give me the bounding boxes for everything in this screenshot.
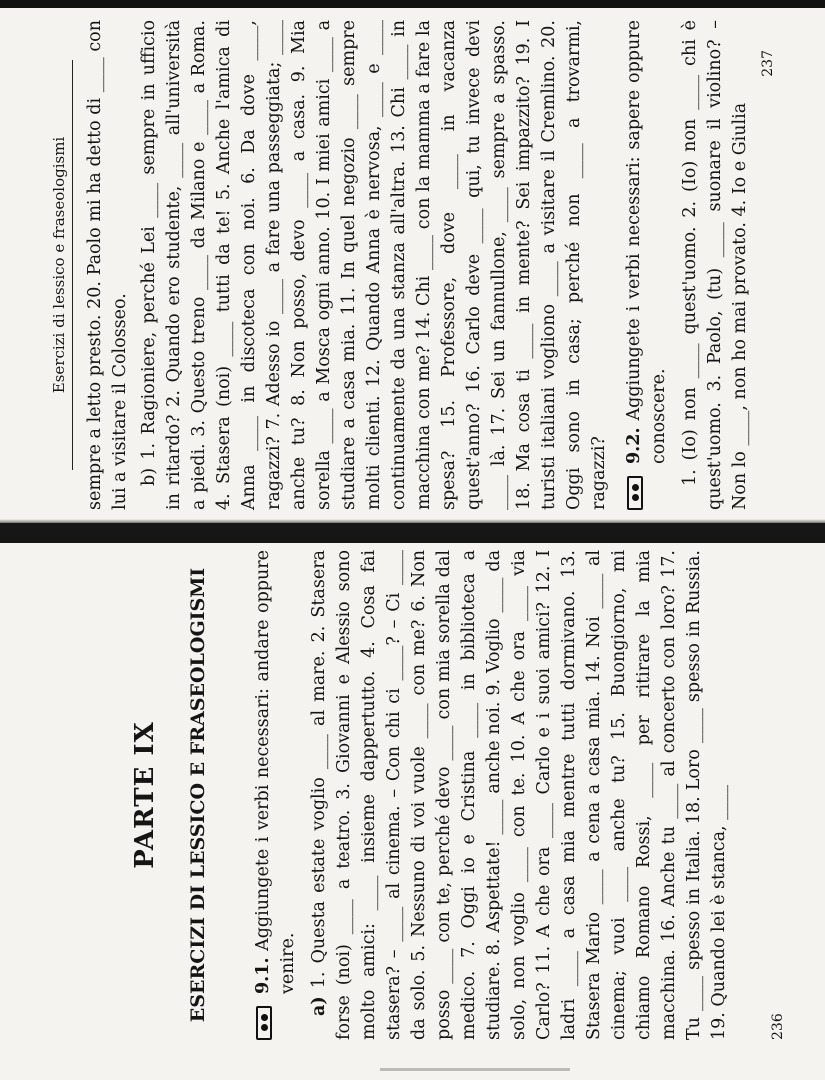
exercise-a-tail: sempre a letto presto. 20. Paolo mi ha detto di ____ con lui a visitare il Colosseo.	[85, 20, 130, 510]
audio-icon	[256, 1006, 272, 1040]
a-label: a)	[309, 996, 329, 1016]
scan-artifact	[380, 1068, 570, 1071]
page-237	[50, 20, 776, 510]
exercise-instruction: Aggiungete i verbi necessari: sapere oppure conoscere.	[624, 20, 669, 464]
audio-icon	[627, 476, 643, 510]
running-head: Esercizi di lessico e fraseologismi	[50, 60, 73, 470]
exercise-9-1	[251, 550, 301, 1040]
a-text: 1. Questa estate voglio ____ al mare. 2. Stasera forse (noi) ____ a teatro. 3. Giovanni e Alessio sono molto amici: ____ insieme dappertutto. 4. Cosa fai stasera? – ____ al cinema. – Con chi ci ____? – Ci ____ da solo. 5. Nessuno di voi vuole ____ con me? 6. Non posso ____ con te, perché devo ____ con mia sorella dal medico. 7. Oggi io e Cristina ____ in biblioteca a studiare. 8. Aspettate! ____ anche noi. 9. Voglio ____ da solo, non voglio ____ con te. 10. A che ora ____ via Carlo? 11. A che ora ____ Carlo e i suoi amici? 12. I ladri ____ a casa mia mentre tutti dormivano. 13. Stasera Mario ____ a cena a casa mia. 14. Noi ____ al cinema; vuoi ____ anche tu? 15. Buongiorno, mi chiamo Romano Rossi, ____ per ritirare la mia macchina. 16. Anche tu ____ al concerto con loro? 17. Tu ____ spesso in Italia. 18. Loro ____ spesso in Russia. 19. Quando lei è stanca, ____	[309, 550, 729, 1040]
exercise-number: 9.1.	[253, 957, 273, 994]
part-subtitle: ESERCIZI DI LESSICO E FRASEOLOGISMI	[187, 567, 209, 1023]
exercise-9-2-text: 1. (Io) non ____ quest'uomo. 2. (Io) non ____ chi è quest'uomo. 3. Paolo, (tu) ____ suonare il violino? – Non lo ____, non ho mai provato. 4. Io e Giulia	[680, 20, 750, 510]
part-title: PARTE IX	[130, 721, 160, 869]
exercise-number: 9.2.	[624, 427, 644, 464]
page-236-body	[251, 550, 732, 1040]
book-spine	[0, 523, 825, 543]
page-236	[120, 550, 786, 1040]
exercise-b	[137, 20, 612, 510]
exercise-a	[307, 550, 732, 1040]
exercise-instruction: Aggiungete i verbi necessari: andare oppure venire.	[253, 550, 298, 994]
page-237-body	[83, 20, 753, 510]
scan-top-edge	[0, 0, 825, 8]
page-number: 237	[760, 50, 776, 77]
b-text: 1. Ragioniere, perché Lei ____ sempre in ufficio in ritardo? 2. Quando ero studente, ____ all'università a piedi. 3. Questo treno ____ da Milano e ____ a Roma. 4. Stasera (noi) ____ tutti da te! 5. Anche l'amica di Anna ____ in discoteca con noi. 6. Da dove ____, ragazzi? 7. Adesso io ____ a fare una passeggiata; ____ anche tu? 8. Non posso, devo ____ a casa. 9. Mia sorella ____ a Mosca ogni anno. 10. I miei amici ____ a studiare a casa mia. 11. In quel negozio ____ sempre molti clienti. 12. Quando Anna è nervosa, ____ e ____ continuamente da una stanza all'altra. 13. Chi ____ in macchina con me? 14. Chi ____ con la mamma a fare la spesa? 15. Professore, dove ____ in vacanza quest'anno? 16. Carlo deve ____ qui, tu invece devi ____ là. 17. Sei un fannullone, ____ sempre a spasso. 18. Ma cosa ti ____ in mente? Sei impazzito? 19. I turisti italiani vogliono ____ a visitare il Cremlino. 20. Oggi sono in casa; perché non ____ a trovarmi, ragazzi?	[139, 20, 609, 510]
b-label: b)	[139, 467, 159, 486]
page-number: 236	[770, 1013, 786, 1040]
exercise-9-2	[622, 20, 672, 510]
